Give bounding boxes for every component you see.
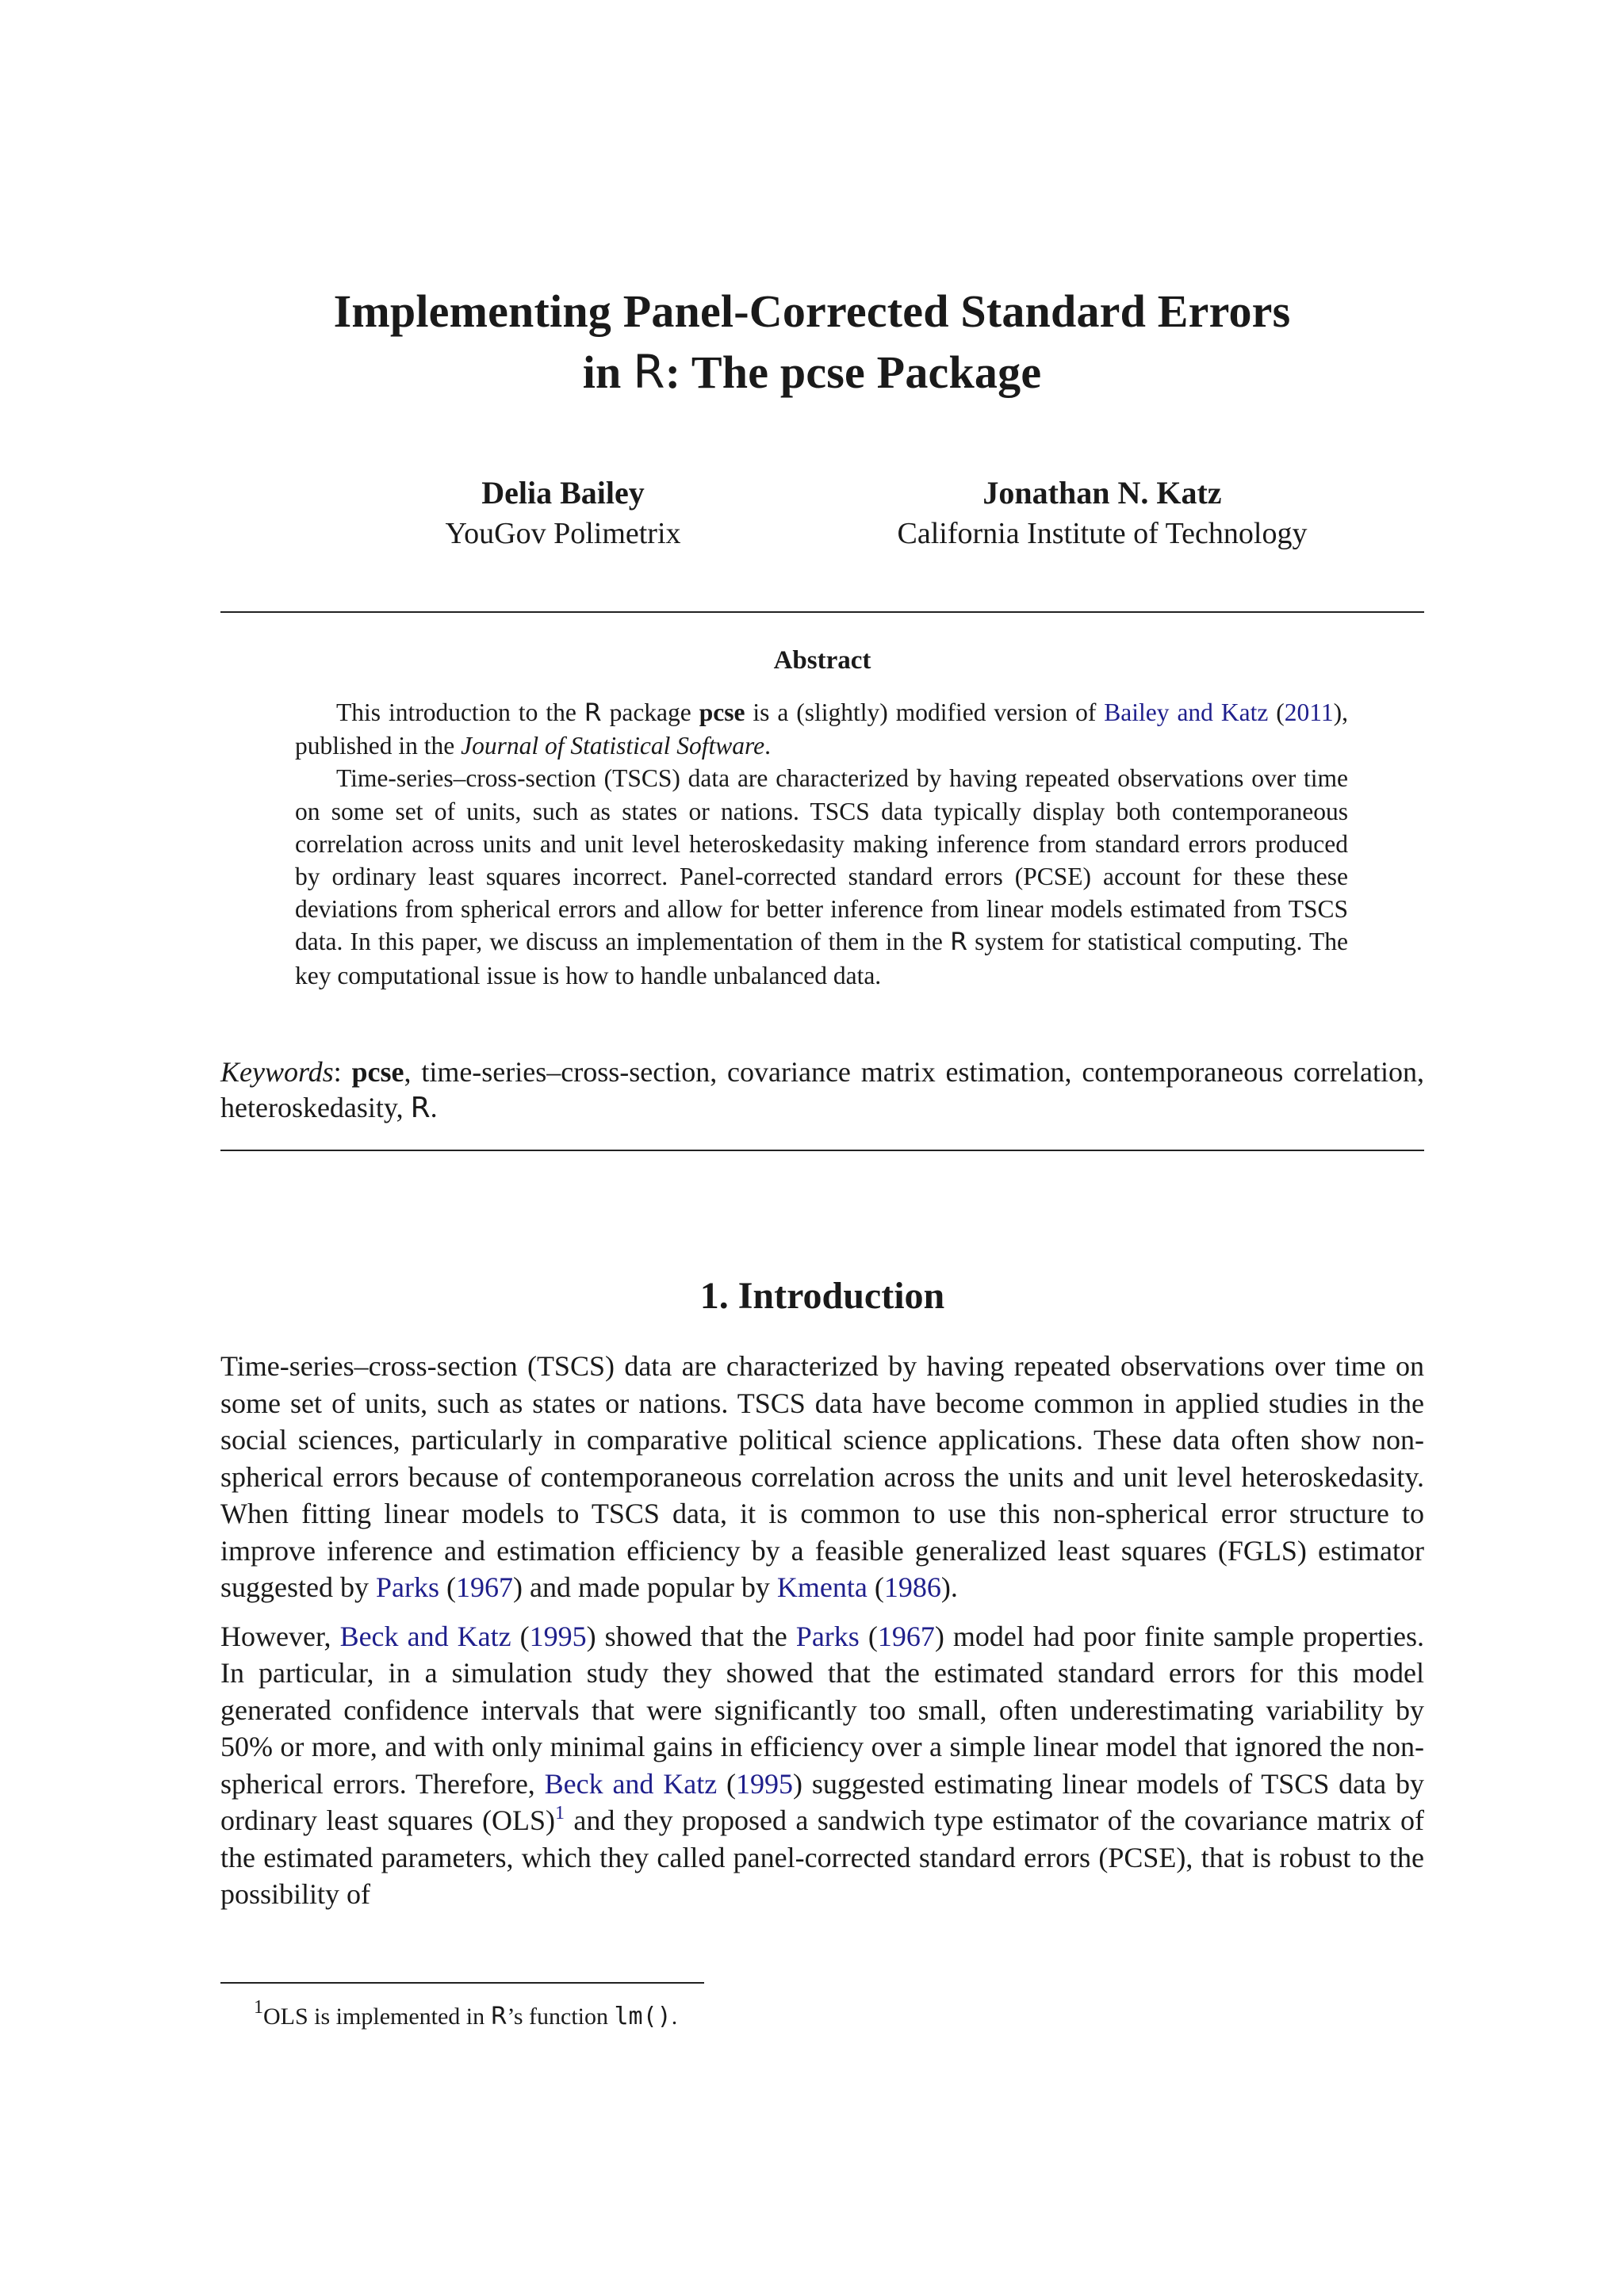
body-paragraph-2: However, Beck and Katz (1995) showed that the Parks (1967) model had poor finite sample properties. In particular, in a simulation study they showed that the estimated standard errors for this model generated confidence intervals that were significantly too small, often underestimating variability by 50% or more, and with only minimal gains in efficiency over a simple linear model that ignored the non-spherical errors. Therefore, Beck and Katz (1995) suggested estimating linear models of TSCS data by ordinary least squares (OLS)$^1$ and they proposed a sandwich type estimator of the covariance matrix of the estimated parameters, which they called panel-corrected standard errors (PCSE), that is robust to the possibility of bbox=[220, 1620, 1425, 1910]
keywords-label: Keywords bbox=[220, 1056, 334, 1088]
paper-title bbox=[159, 281, 1465, 403]
section-heading: 1. Introduction bbox=[699, 1275, 945, 1317]
author-block bbox=[841, 472, 1364, 553]
citation-link[interactable]: Bailey and Katz (2011) bbox=[1104, 698, 1342, 726]
footnote-rule bbox=[220, 1982, 704, 1984]
citation-year-link[interactable]: 1995 bbox=[736, 1767, 794, 1800]
footnote: $^1$OLS is implemented in R’s function lm(). bbox=[254, 1997, 678, 2030]
abstract-heading: Abstract bbox=[773, 646, 871, 675]
author-name: Jonathan N. Katz bbox=[982, 475, 1222, 511]
abstract-paragraph-2: Time-series–cross-section (TSCS) data are characterized by having repeated observations over time on some set of units, such as states or nations. TSCS data typically display both contemporaneous correlation across units and unit level heteroskedasity making inference from standard errors produced by ordinary least squares incorrect. Panel-corrected standard errors (PCSE) account for these these deviations from spherical errors and allow for better inference from linear models estimated from TSCS data. In this paper, we discuss an implementation of them in the R system for statistical computing. The key computational issue is how to handle unbalanced data. bbox=[295, 764, 1349, 989]
footnote-marker-link[interactable]: 1 bbox=[554, 1803, 565, 1823]
title-line-2: in R: The pcse Package bbox=[582, 345, 1042, 399]
author-affiliation: YouGov Polimetrix bbox=[445, 517, 681, 550]
abstract-body bbox=[295, 696, 1348, 992]
citation-year-link[interactable]: 1967 bbox=[455, 1571, 513, 1603]
title-line-1: Implementing Panel-Corrected Standard Errors bbox=[333, 285, 1291, 337]
author-affiliation: California Institute of Technology bbox=[897, 517, 1308, 550]
abstract-top-rule bbox=[220, 611, 1424, 613]
code-snippet: lm() bbox=[614, 2003, 672, 2030]
footnote-number: 1 bbox=[254, 1997, 263, 2018]
citation-link[interactable]: Parks bbox=[795, 1620, 860, 1652]
journal-name: Journal of Statistical Software bbox=[461, 732, 765, 760]
citation-year-link[interactable]: 1995 bbox=[529, 1620, 587, 1652]
author-block bbox=[381, 472, 745, 553]
citation-link[interactable]: Parks bbox=[375, 1571, 439, 1603]
section-body bbox=[220, 1348, 1424, 1925]
r-language-name: R bbox=[633, 345, 665, 399]
author-name: Delia Bailey bbox=[481, 475, 645, 511]
body-paragraph-1: Time-series–cross-section (TSCS) data are characterized by having repeated observations over time on some set of units, such as states or nations. TSCS data have become common in applied studies in the social sciences, particularly in comparative political science applications. These data often show non-spherical errors because of contemporaneous correlation across the units and unit level heteroskedasity. When fitting linear models to TSCS data, it is common to use this non-spherical error structure to improve inference and estimation efficiency by a feasible generalized least squares (FGLS) estimator suggested by Parks (1967) and made popular by Kmenta (1986). bbox=[220, 1350, 1424, 1603]
citation-link[interactable]: Beck and Katz bbox=[339, 1620, 511, 1652]
citation-year-link[interactable]: 1986 bbox=[883, 1571, 941, 1603]
abstract-paragraph-1: This introduction to the R package pcse is a (slightly) modified version of Bailey and Katz (2011), published in the Journal of Statistical Software. bbox=[295, 698, 1348, 760]
citation-link[interactable]: Kmenta bbox=[776, 1571, 868, 1603]
citation-year-link[interactable]: 1967 bbox=[877, 1620, 935, 1652]
keywords: Keywords: pcse, time-series–cross-section, covariance matrix estimation, contemporaneous correlation, heteroskedasity, R. bbox=[220, 1056, 1424, 1124]
package-name: pcse bbox=[699, 698, 745, 726]
citation-link[interactable]: Beck and Katz bbox=[544, 1767, 718, 1800]
abstract-bottom-rule bbox=[220, 1150, 1424, 1151]
